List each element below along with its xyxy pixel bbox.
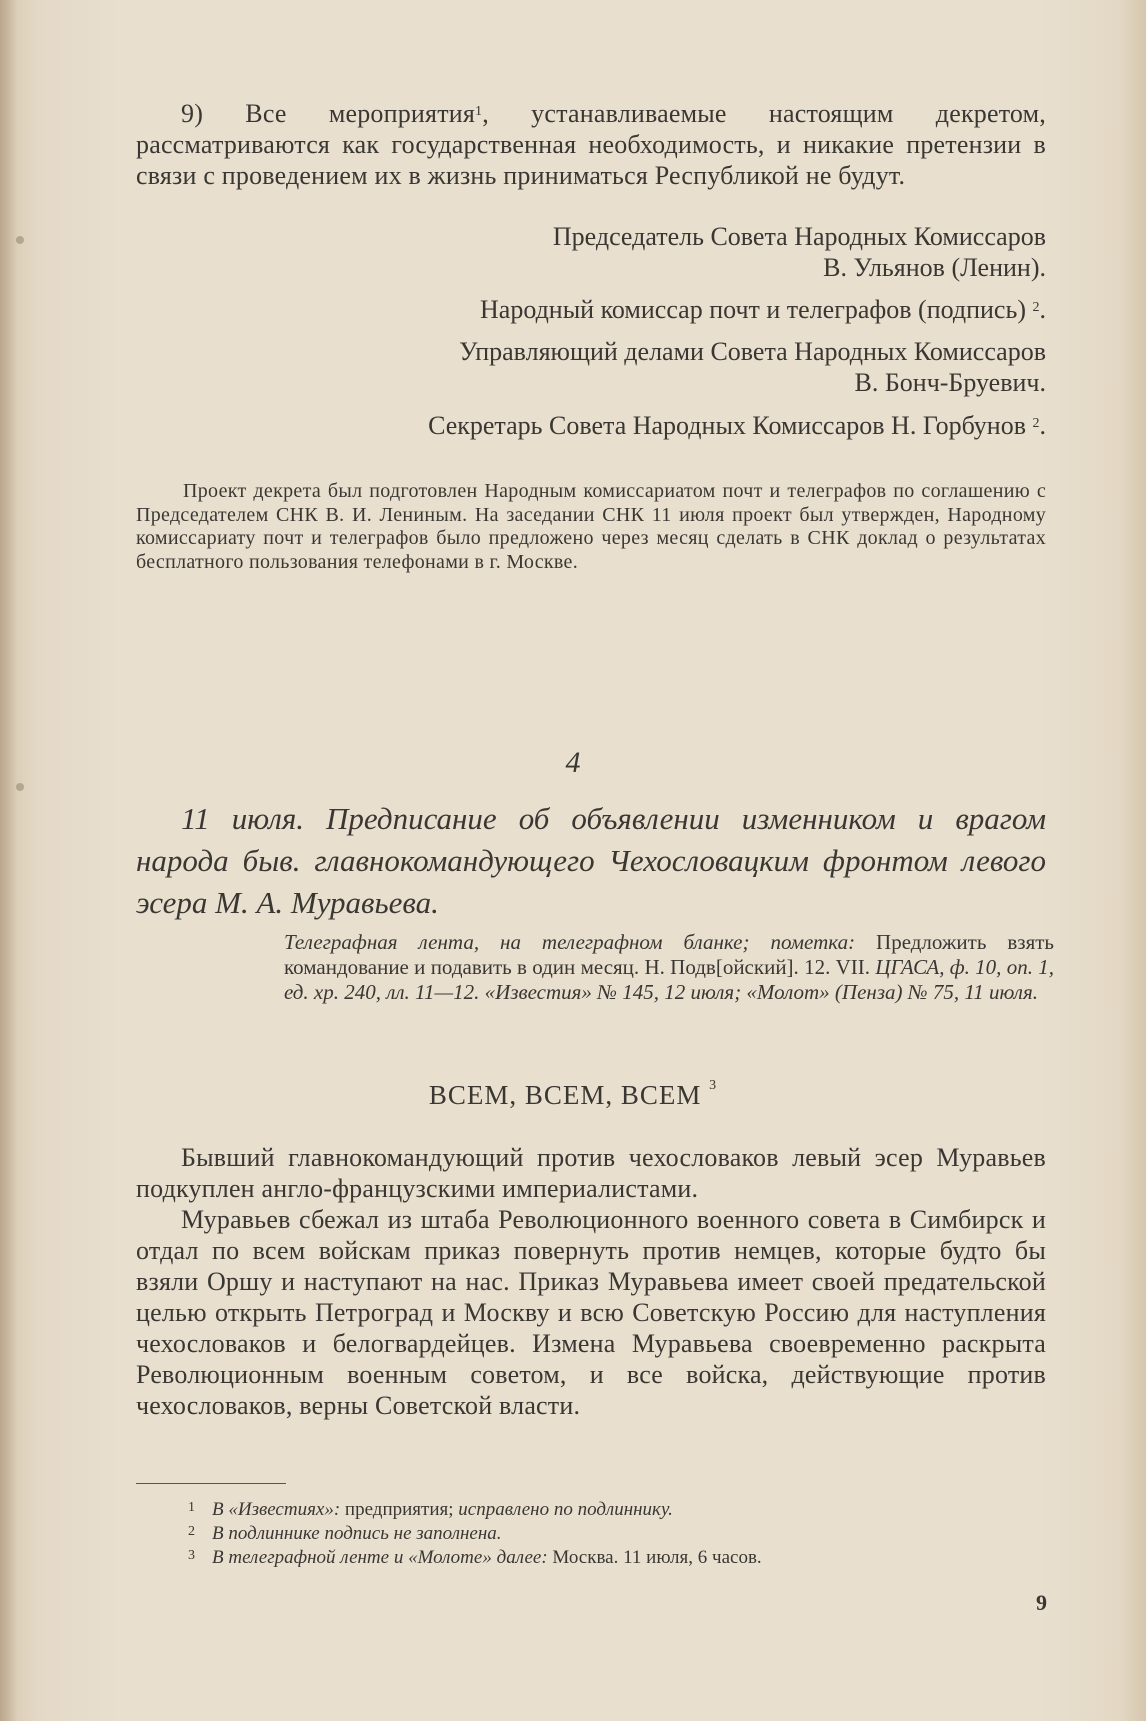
document-number: 4 <box>565 746 581 779</box>
archival-source: Телеграфная лента, на телеграфном бланке; пометка: Предложить взять командование и подавить в один месяц. Н. Подв[ойский]. 12. VII. ЦГАСА, ф. 10, оп. 1, ед. хр. 240, лл. 11—12. «Известия» № 145, 12 июля; «Молот» (Пенза) № 75, 11 июля. <box>284 930 1054 1004</box>
editorial-note: Проект декрета был подготовлен Народным комиссариатом почт и телеграфов по соглашению с Председателем СНК В. И. Лениным. На заседании СНК 11 июля проект был утвержден, Народному комиссариату почт и телеграфов было предложено через месяц сделать в СНК доклад о результатах бесплатного пользования телефонами в г. Москве. <box>136 480 1046 573</box>
footnote: 3 В телеграфной ленте и «Молоте» далее: Москва. 11 июля, 6 часов. <box>188 1547 762 1568</box>
document-title: ВСЕМ, ВСЕМ, ВСЕМ $^3$ <box>428 1078 718 1110</box>
signature-chairman: Председатель Совета Народных Комиссаров В. Ульянов (Ленин). <box>552 222 1046 282</box>
scan-mark <box>16 783 24 791</box>
footnote-divider <box>136 1483 286 1484</box>
scan-mark <box>16 236 24 244</box>
signature-secretary: Секретарь Совета Народных Комиссаров Н. Горбунов $^2$. <box>428 411 1046 440</box>
body-paragraph: Муравьев сбежал из штаба Революционного военного совета в Симбирск и отдал по всем войскам приказ повернуть против немцев, которые будто бы взяли Оршу и наступают на нас. Приказ Муравьева имеет своей предательской целью открыть Петроград и Москву и всю Советскую Россию для наступления чехословаков и белогвардейцев. Измена Муравьева своевременно раскрыта Революционным военным советом, и все войска, действующие против чехословаков, верны Советской власти. <box>136 1205 1046 1420</box>
signature-business-manager: Управляющий делами Совета Народных Комиссаров В. Бонч-Бруевич. <box>459 337 1046 397</box>
signature-commissar-posts: Народный комиссар почт и телеграфов (подпись) $^2$. <box>480 295 1046 324</box>
footnote: 1 В «Известиях»: предприятия; исправлено по подлиннику. <box>188 1499 673 1520</box>
document-heading: 11 июля. Предписание об объявлении изменником и врагом народа быв. главнокомандующего Чехословацким фронтом левого эсера М. А. Муравьева. <box>136 801 1046 920</box>
page-number: 9 <box>1036 1590 1047 1615</box>
paragraph-9: 9) Все мероприятия$^1$, устанавливаемые настоящим декретом, рассматриваются как государственная необходимость, и никакие претензии в связи с проведением их в жизнь приниматься Республикой не будут. <box>136 99 1046 190</box>
footnote: 2 В подлиннике подпись не заполнена. <box>188 1523 502 1544</box>
footnotes <box>188 1498 1058 1570</box>
body-paragraph: Бывший главнокомандующий против чехословаков левый эсер Муравьев подкуплен англо-французскими империалистами. <box>136 1143 1046 1203</box>
